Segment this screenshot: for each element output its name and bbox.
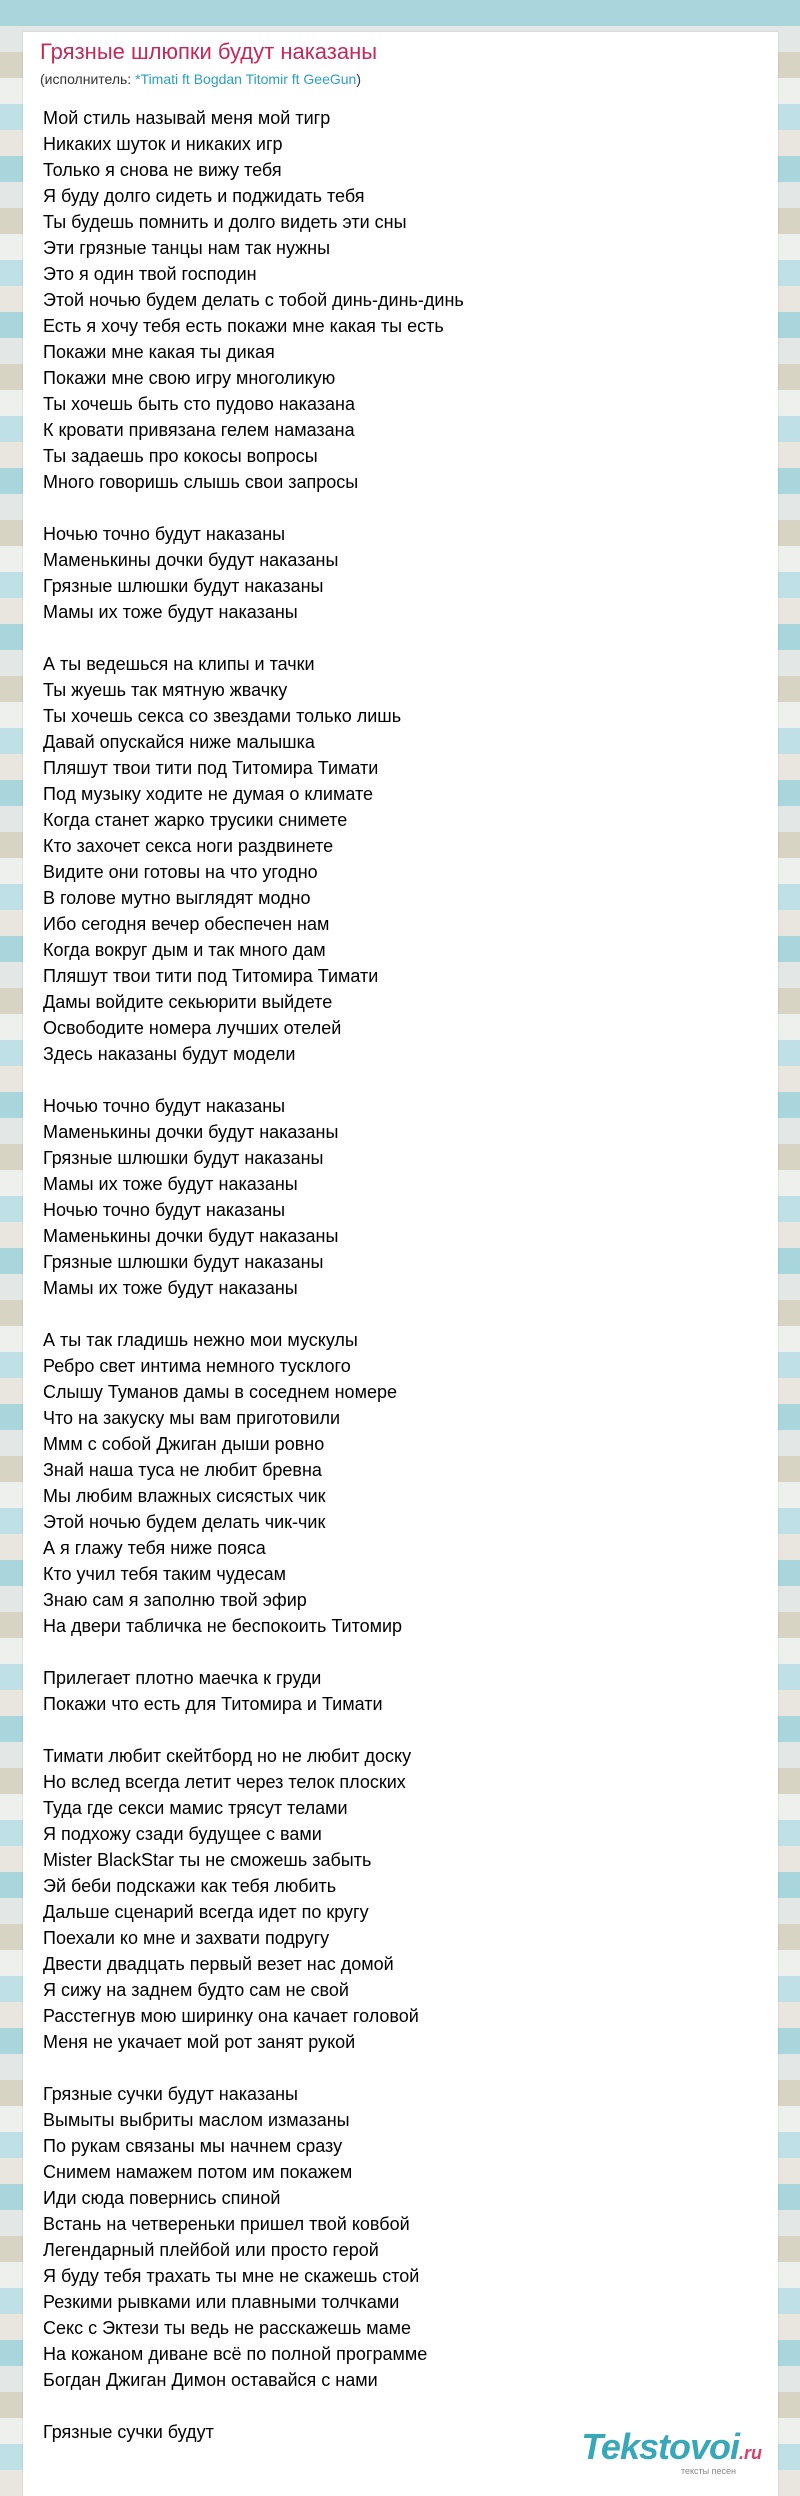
stanza-gap bbox=[43, 495, 753, 521]
lyric-line: Мой стиль называй меня мой тигр bbox=[43, 108, 331, 128]
lyric-line: Освободите номера лучших отелей bbox=[43, 1018, 342, 1038]
lyric-line: Резкими рывками или плавными толчками bbox=[43, 2292, 400, 2312]
lyric-line: Это я один твой господин bbox=[43, 264, 257, 284]
lyric-line: Ночью точно будут наказаны bbox=[43, 1096, 286, 1116]
lyric-line: По рукам связаны мы начнем сразу bbox=[43, 2136, 343, 2156]
lyric-line: Никаких шуток и никаких игр bbox=[43, 134, 283, 154]
lyric-line: Грязные шлюшки будут наказаны bbox=[43, 1148, 324, 1168]
lyric-line: Тимати любит скейтборд но не любит доску bbox=[43, 1746, 412, 1766]
lyric-line: Снимем намажем потом им покажем bbox=[43, 2162, 353, 2182]
lyric-line: Под музыку ходите не думая о климате bbox=[43, 784, 374, 804]
lyric-line: В голове мутно выглядят модно bbox=[43, 888, 311, 908]
lyric-line: Покажи мне свою игру многоликую bbox=[43, 368, 336, 388]
lyric-line: Маменькины дочки будут наказаны bbox=[43, 550, 339, 570]
lyric-line: Я буду тебя трахать ты мне не скажешь стой bbox=[43, 2266, 420, 2286]
lyric-line: Кто захочет секса ноги раздвинете bbox=[43, 836, 334, 856]
page-title: Грязные шлюпки будут наказаны bbox=[40, 39, 378, 64]
lyric-line: Меня не укачает мой рот занят рукой bbox=[43, 2032, 356, 2052]
lyric-line: Знай наша туса не любит бревна bbox=[43, 1460, 322, 1480]
lyric-line: Есть я хочу тебя есть покажи мне какая ты есть bbox=[43, 316, 444, 336]
lyric-line: Ты будешь помнить и долго видеть эти сны bbox=[43, 212, 407, 232]
lyric-line: Ты хочешь быть сто пудово наказана bbox=[43, 394, 355, 414]
lyric-line: Туда где секси мамис трясут телами bbox=[43, 1798, 348, 1818]
lyric-line: Эти грязные танцы нам так нужны bbox=[43, 238, 331, 258]
stanza-gap bbox=[43, 1717, 753, 1743]
lyric-line: Мамы их тоже будут наказаны bbox=[43, 1278, 298, 1298]
lyric-line: Слышу Туманов дамы в соседнем номере bbox=[43, 1382, 397, 1402]
lyric-line: Грязные шлюшки будут наказаны bbox=[43, 576, 324, 596]
lyric-line: Здесь наказаны будут модели bbox=[43, 1044, 296, 1064]
logo-tld: .ru bbox=[738, 2443, 762, 2463]
artist-prefix: (исполнитель: bbox=[40, 71, 136, 87]
lyric-line: Пляшут твои тити под Титомира Тимати bbox=[43, 758, 379, 778]
lyric-line: Мы любим влажных сисястых чик bbox=[43, 1486, 326, 1506]
stanza-gap bbox=[43, 1301, 753, 1327]
stanza-gap bbox=[43, 2393, 753, 2419]
lyric-line: Пляшут твои тити под Титомира Тимати bbox=[43, 966, 379, 986]
lyric-line: Но вслед всегда летит через телок плоских bbox=[43, 1772, 406, 1792]
lyric-line: Двести двадцать первый везет нас домой bbox=[43, 1954, 394, 1974]
lyric-line: Кто учил тебя таким чудесам bbox=[43, 1564, 287, 1584]
lyric-line: Ммм с собой Джиган дыши ровно bbox=[43, 1434, 325, 1454]
lyric-line: Ты хочешь секса со звездами только лишь bbox=[43, 706, 402, 726]
lyric-line: Дамы войдите секьюрити выйдете bbox=[43, 992, 333, 1012]
lyric-line: Секс с Эктези ты ведь не расскажешь маме bbox=[43, 2318, 412, 2338]
lyric-line: А я глажу тебя ниже пояса bbox=[43, 1538, 266, 1558]
artist-suffix: ) bbox=[356, 71, 362, 87]
logo-tagline: тексты песен bbox=[680, 2466, 736, 2476]
lyric-line: А ты ведешься на клипы и тачки bbox=[43, 654, 315, 674]
lyric-line: К кровати привязана гелем намазана bbox=[43, 420, 355, 440]
lyric-line: Давай опускайся ниже малышка bbox=[43, 732, 315, 752]
lyric-line: Знаю сам я заполню твой эфир bbox=[43, 1590, 307, 1610]
lyric-line: Ночью точно будут наказаны bbox=[43, 524, 286, 544]
lyric-line: Грязные сучки будут bbox=[43, 2422, 214, 2442]
lyric-line: Поехали ко мне и захвати подругу bbox=[43, 1928, 330, 1948]
lyric-line: Встань на четвереньки пришел твой ковбой bbox=[43, 2214, 410, 2234]
lyric-line: Что на закуску мы вам приготовили bbox=[43, 1408, 341, 1428]
lyric-line: Мамы их тоже будут наказаны bbox=[43, 602, 298, 622]
lyric-line: Много говоришь слышь свои запросы bbox=[43, 472, 359, 492]
lyric-line: Расстегнув мою ширинку она качает головой bbox=[43, 2006, 419, 2026]
lyric-line: Mister BlackStar ты не сможешь забыть bbox=[43, 1850, 372, 1870]
lyric-line: Мамы их тоже будут наказаны bbox=[43, 1174, 298, 1194]
lyric-line: Богдан Джиган Димон оставайся с нами bbox=[43, 2370, 378, 2390]
stanza-gap bbox=[43, 625, 753, 651]
lyric-line: Маменькины дочки будут наказаны bbox=[43, 1122, 339, 1142]
lyric-line: Ты задаешь про кокосы вопросы bbox=[43, 446, 318, 466]
lyric-line: Ночью точно будут наказаны bbox=[43, 1200, 286, 1220]
lyric-line: Грязные сучки будут наказаны bbox=[43, 2084, 298, 2104]
lyric-line: Ребро свет интима немного тусклого bbox=[43, 1356, 351, 1376]
lyric-line: А ты так гладишь нежно мои мускулы bbox=[43, 1330, 358, 1350]
lyric-line: Легендарный плейбой или просто герой bbox=[43, 2240, 379, 2260]
lyric-line: Маменькины дочки будут наказаны bbox=[43, 1226, 339, 1246]
lyric-line: Только я снова не вижу тебя bbox=[43, 160, 282, 180]
lyric-line: Грязные шлюшки будут наказаны bbox=[43, 1252, 324, 1272]
lyric-line: На двери табличка не беспокоить Титомир bbox=[43, 1616, 403, 1636]
lyric-line: Этой ночью будем делать чик-чик bbox=[43, 1512, 326, 1532]
lyric-line: Покажи что есть для Титомира и Тимати bbox=[43, 1694, 383, 1714]
logo-wordmark: Tekstovoi bbox=[581, 2426, 739, 2467]
lyric-line: Покажи мне какая ты дикая bbox=[43, 342, 275, 362]
lyric-line: Вымыты выбриты маслом измазаны bbox=[43, 2110, 350, 2130]
lyric-line: Иди сюда повернись спиной bbox=[43, 2188, 281, 2208]
lyric-line: Ибо сегодня вечер обеспечен нам bbox=[43, 914, 330, 934]
lyric-line: Ты жуешь так мятную жвачку bbox=[43, 680, 288, 700]
lyric-line: Я буду долго сидеть и поджидать тебя bbox=[43, 186, 365, 206]
lyric-line: Видите они готовы на что угодно bbox=[43, 862, 318, 882]
lyric-line: Я подхожу сзади будущее с вами bbox=[43, 1824, 322, 1844]
artist-line bbox=[40, 70, 361, 88]
stanza-gap bbox=[43, 1067, 753, 1093]
lyric-line: Дальше сценарий всегда идет по кругу bbox=[43, 1902, 369, 1922]
lyric-line: Этой ночью будем делать с тобой динь-динь-динь bbox=[43, 290, 464, 310]
lyric-line: На кожаном диване всё по полной программе bbox=[43, 2344, 428, 2364]
lyric-line: Я сижу на заднем будто сам не свой bbox=[43, 1980, 349, 2000]
stanza-gap bbox=[43, 1639, 753, 1665]
lyric-line: Эй беби подскажи как тебя любить bbox=[43, 1876, 337, 1896]
lyric-line: Когда вокруг дым и так много дам bbox=[43, 940, 326, 960]
lyrics-text bbox=[43, 105, 753, 2445]
lyrics-card bbox=[23, 32, 778, 2496]
stanza-gap bbox=[43, 2055, 753, 2081]
lyric-line: Прилегает плотно маечка к груди bbox=[43, 1668, 322, 1688]
lyric-line: Когда станет жарко трусики снимете bbox=[43, 810, 348, 830]
artist-link[interactable]: *Timati ft Bogdan Titomir ft GeeGun bbox=[135, 71, 357, 87]
site-logo[interactable] bbox=[581, 2426, 762, 2476]
